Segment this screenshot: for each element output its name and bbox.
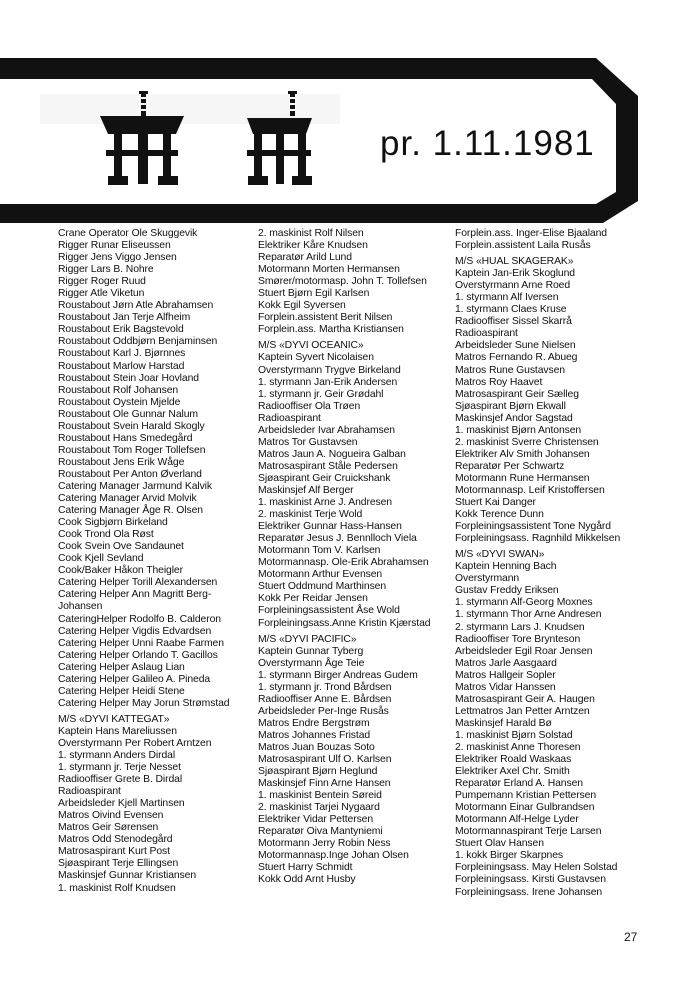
- crew-entry: Roustabout Oddbjørn Benjaminsen: [58, 336, 218, 348]
- crew-entry: 1. maskinist Bjørn Solstad: [455, 729, 573, 741]
- crew-entry: Matros Vidar Hanssen: [455, 681, 556, 693]
- crew-entry: Maskinsjef Alf Berger: [258, 484, 354, 496]
- crew-entry: Arbeidsleder Kjell Martinsen: [58, 798, 185, 810]
- crew-entry: Matros Hallgeir Sopler: [455, 669, 556, 681]
- crew-entry: Stuert Kai Danger: [455, 497, 536, 509]
- crew-entry: Kokk Per Reidar Jensen: [258, 593, 368, 605]
- crew-entry: Roustabout Ole Gunnar Nalum: [58, 408, 198, 420]
- crew-entry: Kokk Egil Syversen: [258, 300, 346, 312]
- crew-entry: Roustabout Erik Bagstevold: [58, 324, 184, 336]
- crew-entry: Catering Manager Jarmund Kalvik: [58, 480, 212, 492]
- crew-entry: Forpleiningsass. May Helen Solstad: [455, 862, 618, 874]
- crew-entry: Roustabout Rolf Johansen: [58, 384, 179, 396]
- crew-entry: Kaptein Jan-Erik Skoglund: [455, 268, 575, 280]
- crew-entry: Catering Helper Heidi Stene: [58, 685, 185, 697]
- crew-entry: Cook Sigbjørn Birkeland: [58, 517, 168, 529]
- crew-entry: 2. styrmann Lars J. Knudsen: [455, 621, 585, 633]
- crew-entry: Overstyrmann Åge Teie: [258, 657, 365, 669]
- crew-entry: Matros Johannes Fristad: [258, 729, 371, 741]
- roster-column-1: [58, 228, 248, 895]
- crew-entry: Maskinsjef Andor Sagstad: [455, 412, 573, 424]
- crew-entry: Reparatør Arild Lund: [258, 252, 352, 264]
- crew-entry: 1. styrmann Claes Kruse: [455, 304, 567, 316]
- crew-entry: Sjøaspirant Geir Cruickshank: [258, 472, 391, 484]
- crew-entry: Maskinsjef Gunnar Kristiansen: [58, 870, 197, 882]
- ship-heading: M/S «DYVI SWAN»: [455, 549, 545, 561]
- crew-entry: Rigger Atle Viketun: [58, 288, 145, 300]
- crew-entry: 1. styrmann Thor Arne Andresen: [455, 609, 602, 621]
- crew-entry: Matrosaspirant Ulf O. Karlsen: [258, 754, 392, 766]
- crew-entry: Radiooffiser Grete B. Dirdal: [58, 774, 183, 786]
- crew-entry: Catering Helper Torill Alexandersen: [58, 577, 218, 589]
- crew-entry: Radiooffiser Sissel Skarrå: [455, 316, 572, 328]
- crew-entry: Forplein.ass. Inger-Elise Bjaaland: [455, 228, 607, 239]
- crew-entry: Rigger Roger Ruud: [58, 276, 146, 288]
- crew-entry: Overstyrmann Per Robert Arntzen: [58, 737, 212, 749]
- crew-entry: Roustabout Jens Erik Wåge: [58, 456, 185, 468]
- crew-entry: Catering Manager Arvid Molvik: [58, 493, 197, 505]
- crew-entry: Catering Manager Åge R. Olsen: [58, 505, 203, 517]
- crew-entry: Matros Tor Gustavsen: [258, 436, 358, 448]
- crew-entry: Roustabout Tom Roger Tollefsen: [58, 444, 206, 456]
- crew-entry: Forplein.assistent Berit Nilsen: [258, 312, 393, 324]
- roster-column-2: [258, 228, 448, 887]
- crew-entry: 1. maskinist Arne J. Andresen: [258, 497, 392, 509]
- crew-entry: Forplein.assistent Laila Rusås: [455, 240, 591, 252]
- crew-entry: 2. maskinist Sverre Christensen: [455, 436, 599, 448]
- crew-entry: Stuert Oddmund Marthinsen: [258, 581, 387, 593]
- crew-entry: Forpleiningsass. Kirsti Gustavsen: [455, 874, 606, 886]
- crew-entry: Cook Trond Ola Røst: [58, 529, 154, 541]
- crew-entry: Motormann Tom V. Karlsen: [258, 545, 381, 557]
- crew-entry: CateringHelper Rodolfo B. Calderon: [58, 613, 221, 625]
- crew-entry: Roustabout Per Anton Øverland: [58, 468, 202, 480]
- crew-entry: Motormann Arthur Evensen: [258, 569, 383, 581]
- crew-entry: 1. styrmann Jan-Erik Andersen: [258, 376, 398, 388]
- crew-entry: Roustabout Oystein Mjelde: [58, 396, 181, 408]
- crew-entry: Motormann Rune Hermansen: [455, 472, 590, 484]
- crew-entry: Catering Helper Galileo A. Pineda: [58, 673, 211, 685]
- crew-entry: Roustabout Karl J. Bjørnnes: [58, 348, 186, 360]
- crew-entry: Matros Rune Gustavsen: [455, 364, 565, 376]
- crew-entry: Gustav Freddy Eriksen: [455, 585, 559, 597]
- page-title: pr. 1.11.1981: [380, 124, 595, 163]
- crew-entry: 1. styrmann Anders Dirdal: [58, 750, 176, 762]
- crew-entry: Forpleiningsass. Ragnhild Mikkelsen: [455, 533, 621, 545]
- crew-entry: Cook Svein Ove Sandaunet: [58, 541, 184, 553]
- crew-entry: Matrosaspirant Kurt Post: [58, 846, 170, 858]
- crew-entry: Forplein.ass. Martha Kristiansen: [258, 324, 404, 336]
- crew-entry: 2. maskinist Rolf Nilsen: [258, 228, 364, 239]
- crew-entry: Matros Odd Stenodegård: [58, 834, 173, 846]
- crew-entry: Kokk Terence Dunn: [455, 509, 544, 521]
- crew-entry: Forpleiningsass.Anne Kristin Kjærstad: [258, 617, 431, 629]
- crew-entry: 1. styrmann Alf-Georg Moxnes: [455, 597, 593, 609]
- crew-entry: Stuert Harry Schmidt: [258, 862, 353, 874]
- crew-entry: Forpleiningsassistent Åse Wold: [258, 605, 400, 617]
- crew-entry: 1. styrmann Alf Iversen: [455, 292, 559, 304]
- crew-entry: Rigger Jens Viggo Jensen: [58, 252, 177, 264]
- crew-entry: Radiooffiser Ola Trøen: [258, 400, 361, 412]
- crew-entry: Kaptein Gunnar Tyberg: [258, 645, 364, 657]
- crew-entry: Radioaspirant: [258, 412, 321, 424]
- crew-entry: Radiooffiser Tore Brynteson: [455, 633, 581, 645]
- crew-entry: Rigger Runar Eliseussen: [58, 240, 171, 252]
- crew-entry: Roustabout Hans Smedegård: [58, 432, 193, 444]
- crew-entry: Matrosaspirant Geir Sælleg: [455, 388, 579, 400]
- crew-entry: Roustabout Marlow Harstad: [58, 360, 185, 372]
- crew-entry: Reparatør Jesus J. Bennlloch Viela: [258, 533, 417, 545]
- crew-entry: Kaptein Syvert Nicolaisen: [258, 352, 374, 364]
- crew-entry: 1. styrmann jr. Terje Nesset: [58, 762, 181, 774]
- crew-entry: Catering Helper Orlando T. Gacillos: [58, 649, 218, 661]
- crew-entry: Matros Roy Haavet: [455, 376, 543, 388]
- crew-entry: Catering Helper Aslaug Lian: [58, 661, 185, 673]
- crew-entry: Motormann Jerry Robin Ness: [258, 838, 391, 850]
- crew-entry: Matros Geir Sørensen: [58, 822, 159, 834]
- crew-entry: Elektriker Axel Chr. Smith: [455, 766, 570, 778]
- crew-entry: Maskinsjef Finn Arne Hansen: [258, 778, 391, 790]
- crew-entry: Kokk Odd Arnt Husby: [258, 874, 356, 886]
- ship-heading: M/S «DYVI OCEANIC»: [258, 340, 364, 352]
- crew-entry: Catering Helper Ann Magritt Berg-Johansen: [58, 589, 212, 613]
- crew-entry: 2. maskinist Tarjei Nygaard: [258, 802, 380, 814]
- crew-entry: Forpleiningsass. Irene Johansen: [455, 886, 603, 898]
- crew-entry: Radiooffiser Anne E. Bårdsen: [258, 693, 392, 705]
- crew-entry: Forpleiningsassistent Tone Nygård: [455, 521, 611, 533]
- crew-entry: Motormann Einar Gulbrandsen: [455, 802, 595, 814]
- crew-entry: Overstyrmann Trygve Birkeland: [258, 364, 401, 376]
- crew-entry: 1. kokk Birger Skarpnes: [455, 850, 564, 862]
- crew-entry: Kaptein Henning Bach: [455, 561, 557, 573]
- crew-entry: Pumpemann Kristian Pettersen: [455, 790, 597, 802]
- crew-entry: Motormannasp. Leif Kristoffersen: [455, 484, 605, 496]
- crew-entry: Arbeidsleder Ivar Abrahamsen: [258, 424, 395, 436]
- crew-entry: Matrosaspirant Geir A. Haugen: [455, 693, 595, 705]
- crew-entry: Matros Oivind Evensen: [58, 810, 164, 822]
- crew-entry: 1. styrmann jr. Trond Bårdsen: [258, 681, 392, 693]
- ship-heading: M/S «HUAL SKAGERAK»: [455, 256, 574, 268]
- crew-entry: Maskinsjef Harald Bø: [455, 717, 552, 729]
- crew-entry: Roustabout Stein Joar Hovland: [58, 372, 199, 384]
- crew-entry: 2. maskinist Terje Wold: [258, 509, 363, 521]
- crew-entry: Kaptein Hans Mareliussen: [58, 725, 177, 737]
- header-banner: [0, 48, 700, 223]
- crew-entry: Crane Operator Ole Skuggevik: [58, 228, 198, 239]
- crew-entry: Elektriker Kåre Knudsen: [258, 240, 368, 252]
- crew-entry: Catering Helper Vigdis Edvardsen: [58, 625, 212, 637]
- roster-column-3: [455, 228, 660, 899]
- crew-entry: Matros Fernando R. Abueg: [455, 352, 578, 364]
- crew-entry: Motormannasp.Inge Johan Olsen: [258, 850, 409, 862]
- crew-entry: 1. maskinist Bentein Søreid: [258, 790, 382, 802]
- crew-entry: Motormannaspirant Terje Larsen: [455, 826, 602, 838]
- crew-entry: Arbeidsleder Per-Inge Rusås: [258, 705, 389, 717]
- crew-entry: Arbeidsleder Egil Roar Jensen: [455, 645, 593, 657]
- crew-entry: 2. maskinist Anne Thoresen: [455, 741, 581, 753]
- crew-entry: Cook/Baker Håkon Theigler: [58, 565, 183, 577]
- crew-entry: Elektriker Alv Smith Johansen: [455, 448, 590, 460]
- crew-entry: 1. styrmann jr. Geir Grødahl: [258, 388, 384, 400]
- crew-entry: Rigger Lars B. Nohre: [58, 264, 154, 276]
- crew-entry: Sjøaspirant Bjørn Heglund: [258, 766, 378, 778]
- crew-entry: Elektriker Gunnar Hass-Hansen: [258, 521, 402, 533]
- crew-entry: Sjøaspirant Bjørn Ekwall: [455, 400, 566, 412]
- crew-entry: Matros Endre Bergstrøm: [258, 717, 370, 729]
- crew-entry: Radioaspirant: [455, 328, 518, 340]
- crew-entry: Overstyrmann: [455, 573, 520, 585]
- crew-entry: Motormann Morten Hermansen: [258, 264, 400, 276]
- crew-entry: Elektriker Roald Waskaas: [455, 754, 572, 766]
- crew-entry: 1. maskinist Bjørn Antonsen: [455, 424, 582, 436]
- crew-entry: Stuert Bjørn Egil Karlsen: [258, 288, 370, 300]
- crew-entry: Reparatør Oiva Mantyniemi: [258, 826, 383, 838]
- crew-entry: Matros Juan Bouzas Soto: [258, 741, 375, 753]
- crew-entry: Matrosaspirant Ståle Pedersen: [258, 460, 398, 472]
- crew-entry: Reparatør Erland A. Hansen: [455, 778, 583, 790]
- crew-entry: Arbeidsleder Sune Nielsen: [455, 340, 576, 352]
- crew-entry: Catering Helper Unni Raabe Farmen: [58, 637, 224, 649]
- crew-entry: 1. styrmann Birger Andreas Gudem: [258, 669, 418, 681]
- crew-entry: Lettmatros Jan Petter Arntzen: [455, 705, 590, 717]
- crew-entry: Reparatør Per Schwartz: [455, 460, 565, 472]
- ship-heading: M/S «DYVI PACIFIC»: [258, 633, 357, 645]
- crew-entry: Matros Jaun A. Nogueira Galban: [258, 448, 406, 460]
- crew-entry: Catering Helper May Jorun Strømstad: [58, 697, 230, 709]
- crew-entry: Motormannasp. Ole-Erik Abrahamsen: [258, 557, 429, 569]
- crew-entry: Motormann Alf-Helge Lyder: [455, 814, 579, 826]
- crew-entry: Roustabout Jan Terje Alfheim: [58, 312, 191, 324]
- crew-entry: Matros Jarle Aasgaard: [455, 657, 557, 669]
- crew-entry: Radioaspirant: [58, 786, 121, 798]
- crew-entry: Stuert Olav Hansen: [455, 838, 544, 850]
- ship-heading: M/S «DYVI KATTEGAT»: [58, 713, 170, 725]
- page-number: 27: [624, 930, 638, 944]
- crew-entry: 1. maskinist Rolf Knudsen: [58, 882, 176, 894]
- crew-entry: Roustabout Svein Harald Skogly: [58, 420, 205, 432]
- crew-entry: Cook Kjell Sevland: [58, 553, 144, 565]
- crew-entry: Overstyrmann Arne Roed: [455, 280, 571, 292]
- crew-entry: Smører/motormasp. John T. Tollefsen: [258, 276, 427, 288]
- crew-entry: Roustabout Jørn Atle Abrahamsen: [58, 300, 214, 312]
- crew-entry: Sjøaspirant Terje Ellingsen: [58, 858, 179, 870]
- crew-entry: Elektriker Vidar Pettersen: [258, 814, 374, 826]
